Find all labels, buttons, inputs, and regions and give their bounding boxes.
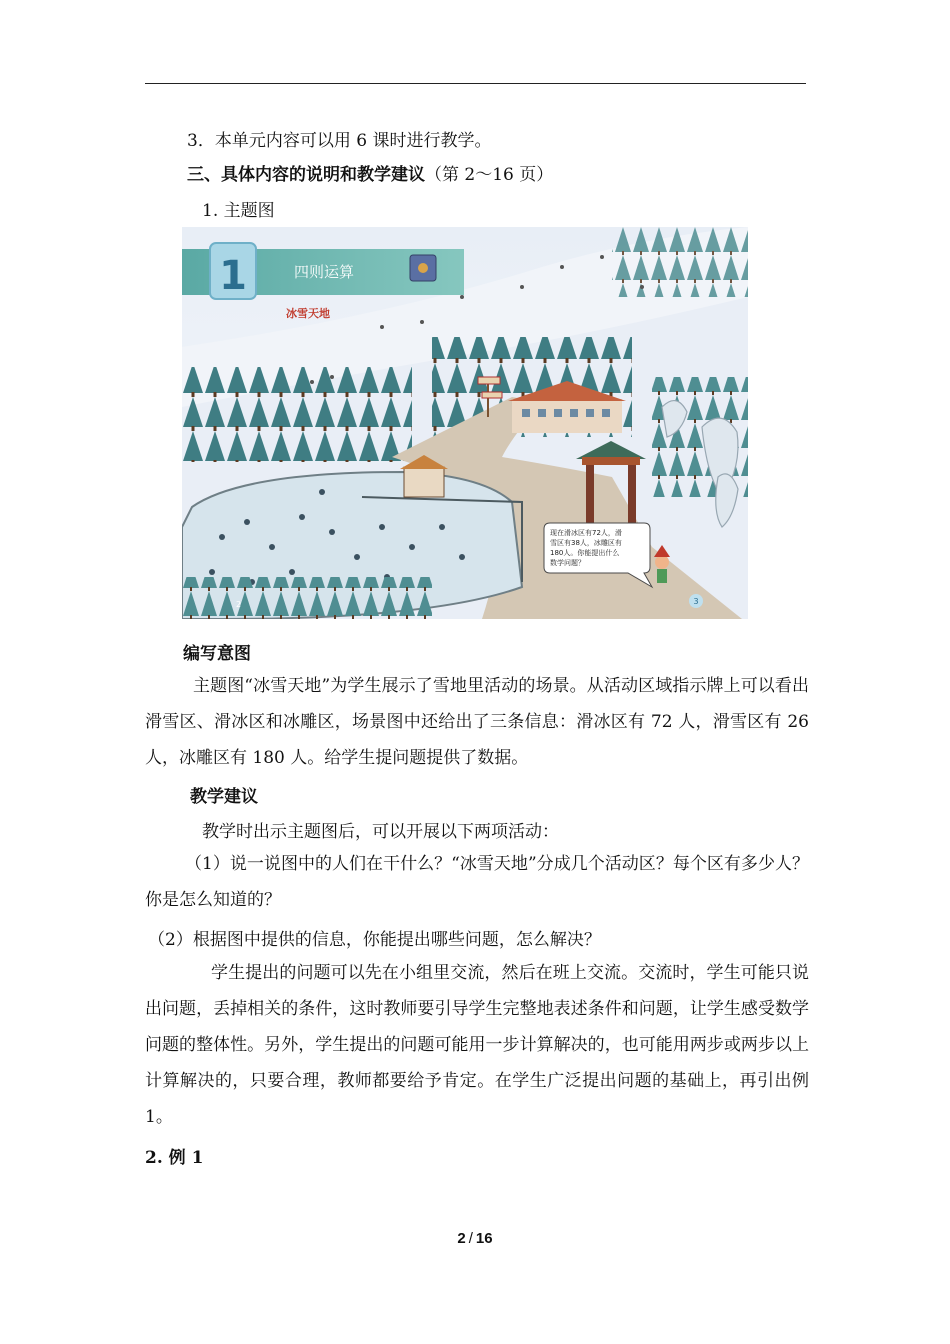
unit-number: 1 [219, 253, 247, 299]
suggestion-intro: 教学时出示主题图后，可以开展以下两项活动： [202, 822, 559, 842]
suggestion-heading: 教学建议 [190, 787, 258, 807]
section-3-title: 三、具体内容的说明和教学建议 [187, 165, 425, 185]
page-number-left: 2 [236, 600, 242, 609]
page-total: 16 [475, 1230, 493, 1247]
forest-bottom [182, 577, 432, 619]
example-1-heading: 2. 例 1 [145, 1148, 204, 1168]
page-current: 2 [457, 1230, 466, 1247]
intent-text: 主题图“冰雪天地”为学生展示了雪地里活动的场景。从活动区域指示牌上可以看出滑雪区、滑冰区和冰雕区，场景图中还给出了三条信息：滑冰区有 72 人，滑雪区有 26 人，冰雕区有 180 人。给学生提问题提供了数据。 [145, 676, 809, 768]
intent-paragraph [145, 668, 809, 776]
theme-illustration [182, 227, 748, 619]
section-3-heading [187, 160, 857, 185]
body-text: 学生提出的问题可以先在小组里交流，然后在班上交流。交流时，学生可能只说出问题，丢掉相关的条件，这时教师要引导学生完整地表述条件和问题，让学生感受数学问题的整体性。另外，学生提出的问题可能用一步计算解决的，也可能用两步或两步以上计算解决的，只要合理，教师都要给予肯定。在学生广泛提出问题的基础上，再引出例 1。 [145, 963, 809, 1127]
question-1-paragraph [145, 846, 809, 918]
question-2: （2）根据图中提供的信息，你能提出哪些问题，怎么解决？ [148, 930, 601, 950]
section-3-pages: （第 2～16 页） [425, 165, 554, 185]
header-rule [145, 83, 806, 84]
question-1: （1）说一说图中的人们在干什么？“冰雪天地”分成几个活动区？每个区有多少人？你是怎么知道的？ [145, 854, 809, 910]
bubble-line-2: 雪区有38人，冰雕区有 [550, 539, 622, 547]
bubble-line-3: 180人。你能提出什么 [550, 549, 620, 557]
item-3: 3．本单元内容可以用 6 课时进行教学。 [187, 131, 492, 151]
intent-heading: 编写意图 [183, 644, 251, 664]
page-separator: / [468, 1230, 473, 1247]
subheading-theme-picture: 1. 主题图 [202, 201, 275, 221]
theme-title: 冰雪天地 [286, 307, 330, 320]
body-paragraph [145, 955, 809, 1135]
bubble-line-4: 数学问题？ [550, 559, 585, 567]
bubble-line-1: 现在滑冰区有72人，滑 [550, 529, 622, 537]
forest-left [182, 367, 412, 462]
winter-scene [182, 227, 748, 619]
page-footer [0, 1230, 950, 1247]
unit-title: 四则运算 [294, 263, 355, 281]
page-number-right: 3 [693, 597, 699, 606]
